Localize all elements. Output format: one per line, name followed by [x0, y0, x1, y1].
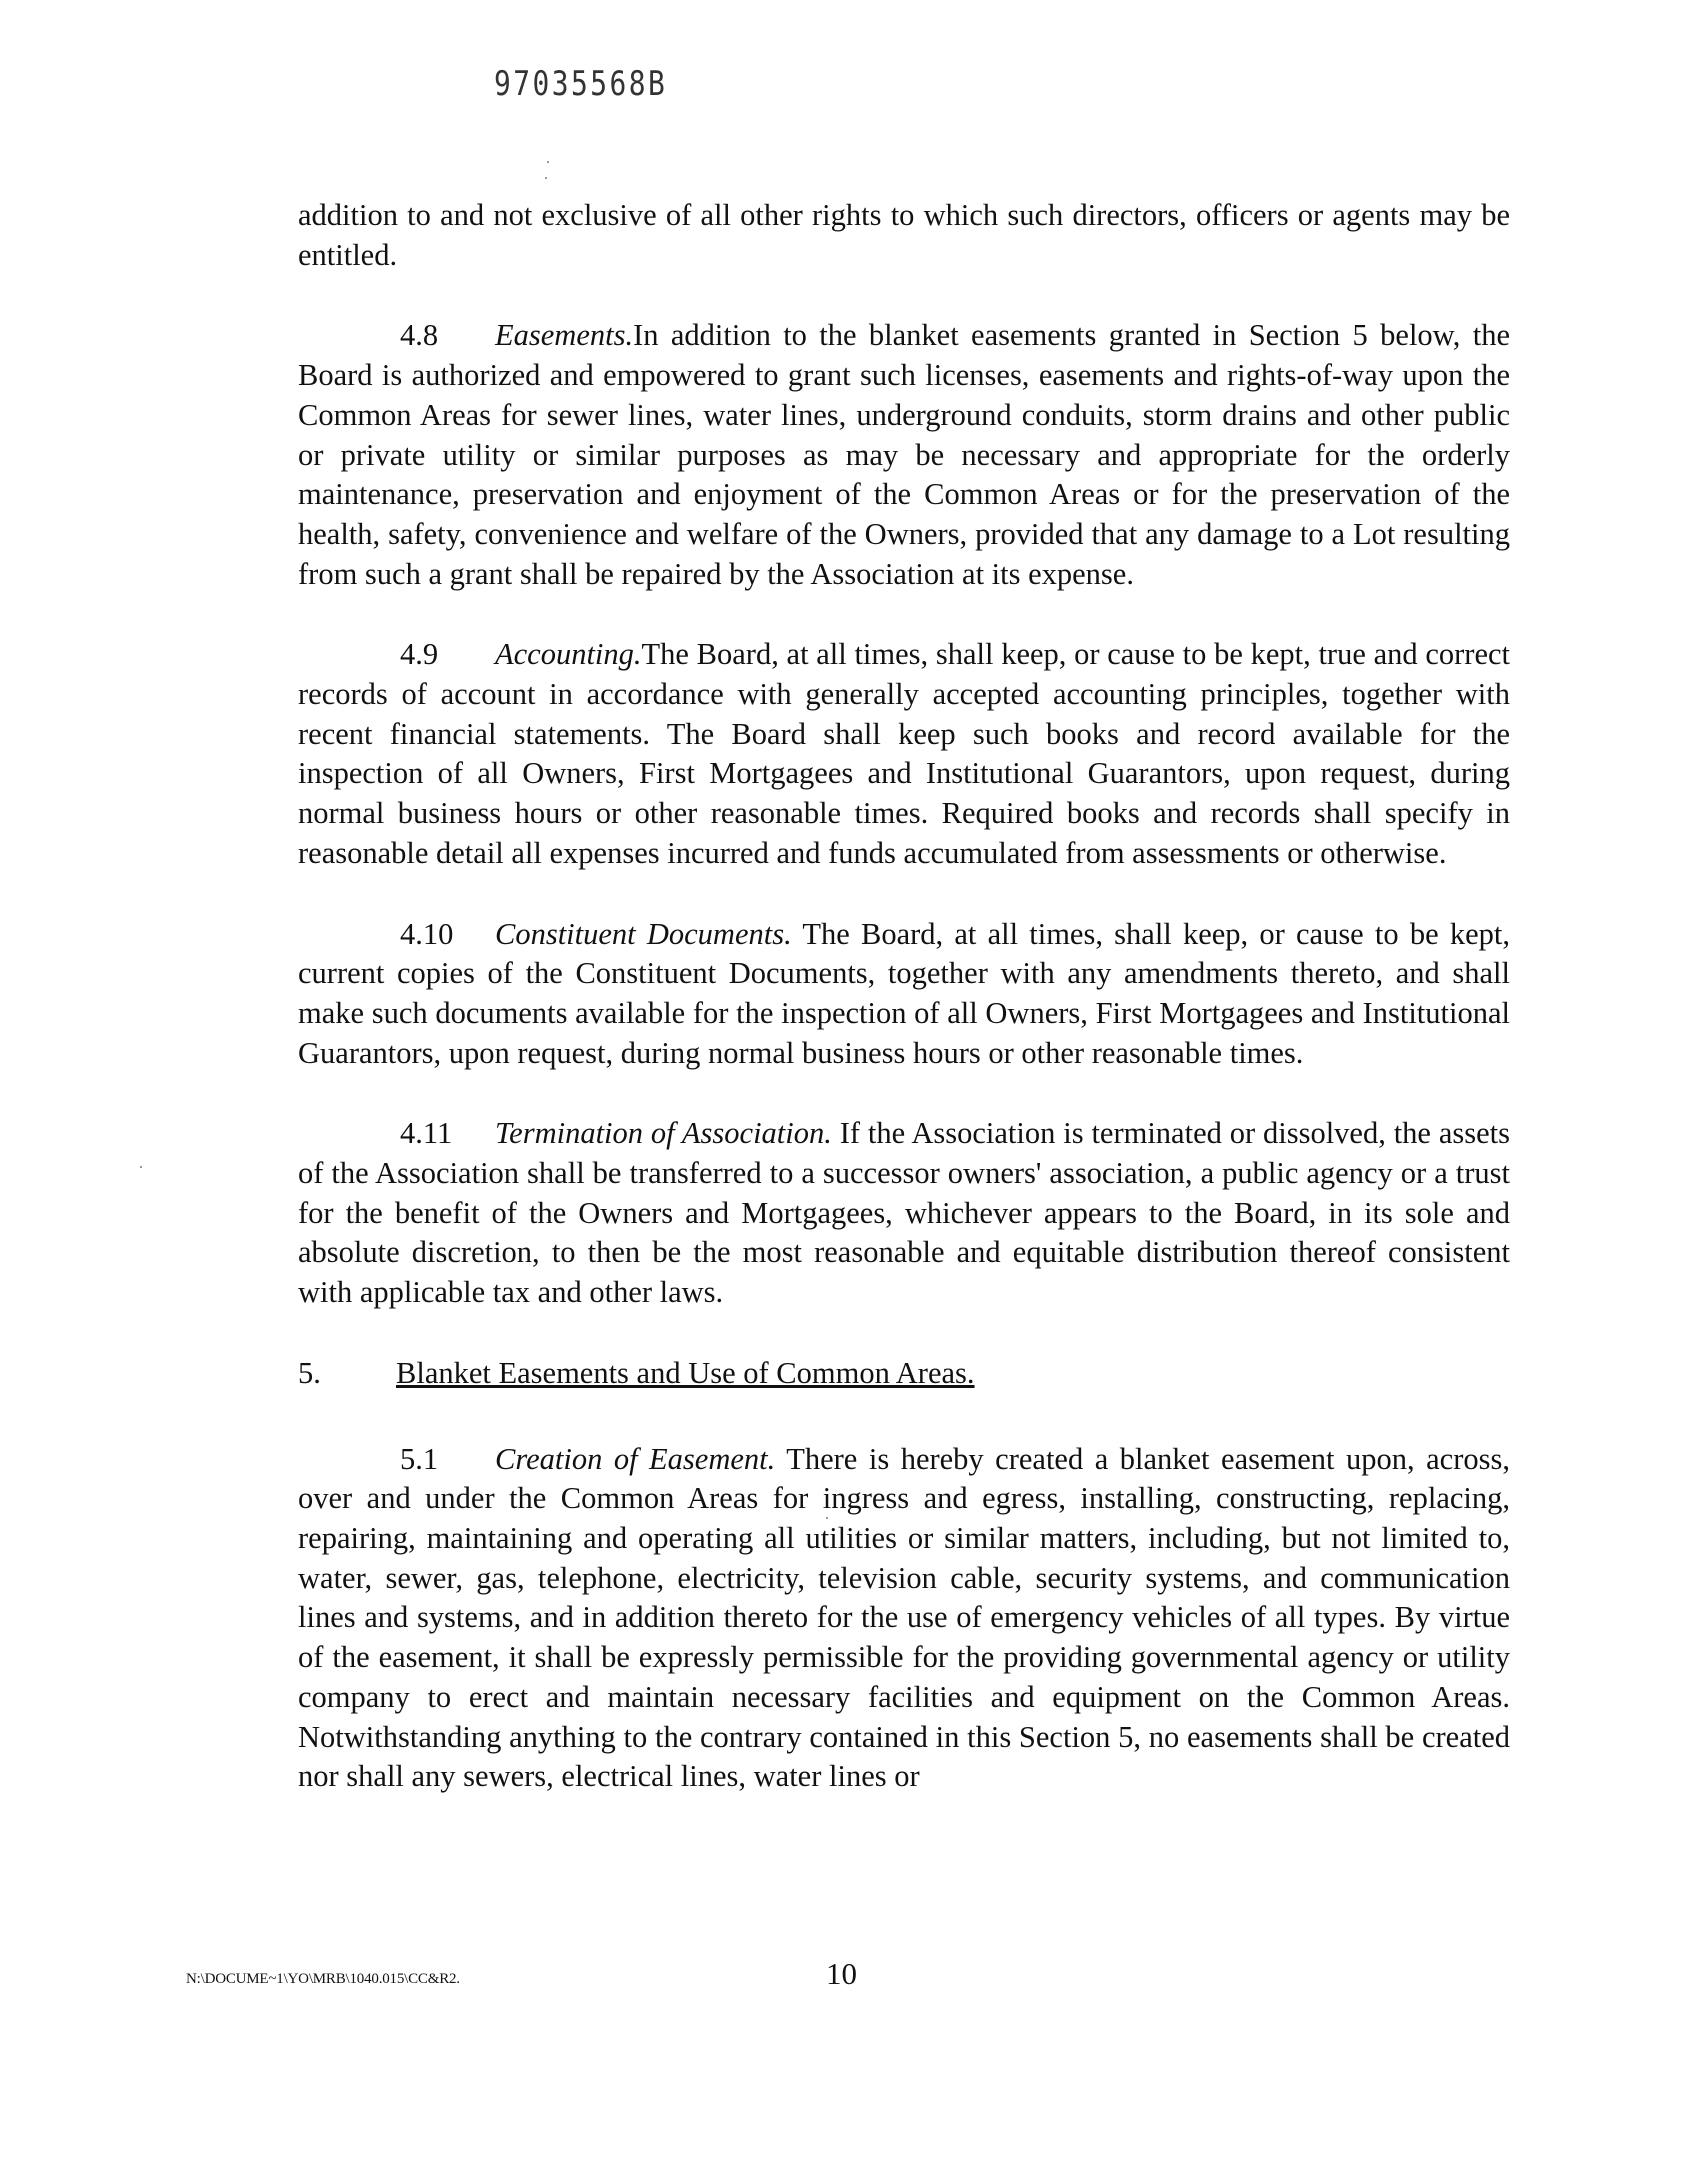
section-number: 4.9 — [400, 637, 439, 672]
section-number: 5.1 — [400, 1441, 439, 1476]
section-4-10 — [298, 915, 1510, 1074]
section-4-8 — [298, 316, 1510, 594]
scan-speck — [547, 161, 549, 163]
scan-speck — [545, 177, 547, 179]
document-body — [298, 196, 1510, 1838]
section-body: If the Association is terminated or dissolved, the assets of the Association shall be transferred to a successor owners' association, a public agency or a trust for the benefit of the Owners and Mortgagees, whichever appears to the Board, in its sole and absolute discretion, to then be the most reasonable and equitable distribution thereof consistent with applicable tax and other laws. — [298, 1116, 1510, 1310]
page-number: 10 — [826, 1956, 857, 1991]
section-number: 4.11 — [400, 1116, 453, 1151]
section-body: In addition to the blanket easements granted in Section 5 below, the Board is authorized and empowered to grant such licenses, easements and rights-of-way upon the Common Areas for sewer lines, water lines, underground conduits, storm drains and other public or private utility or similar purposes as may be necessary and appropriate for the orderly maintenance, preservation and enjoyment of the Common Areas or for the preservation of the health, safety, convenience and welfare of the Owners, provided that any damage to a Lot resulting from such a grant shall be repaired by the Association at its expense. — [298, 318, 1510, 591]
article-5-heading — [298, 1354, 1510, 1394]
heading-title: Blanket Easements and Use of Common Areas. — [396, 1355, 975, 1390]
section-5-1 — [298, 1440, 1510, 1797]
opening-paragraph: addition to and not exclusive of all other rights to which such directors, officers or agents may be entitled. — [298, 198, 1510, 272]
section-title: Termination of Association. — [495, 1116, 832, 1151]
section-title: Accounting. — [495, 637, 642, 672]
section-body: The Board, at all times, shall keep, or cause to be kept, true and correct records of account in accordance with generally accepted accounting principles, together with recent financial statements. The Board shall keep such books and record available for the inspection of all Owners, First Mortgagees and Institutional Guarantors, upon request, during normal business hours or other reasonable times. Required books and records shall specify in reasonable detail all expenses incurred and funds accumulated from assessments or otherwise. — [298, 637, 1510, 870]
section-body: There is hereby created a blanket easement upon, across, over and under the Common Areas for ingress and egress, installing, constructing, replacing, repairing, maintaining and operating all utilities or similar matters, including, but not limited to, water, sewer, gas, telephone, electricity, television cable, security systems, and communication lines and systems, and in addition thereto for the use of emergency vehicles of all types. By virtue of the easement, it shall be expressly permissible for the providing governmental agency or utility company to erect and maintain necessary facilities and equipment on the Common Areas. Notwithstanding anything to the contrary contained in this Section 5, no easements shall be created nor shall any sewers, electrical lines, water lines or — [298, 1441, 1510, 1794]
heading-number: 5. — [298, 1355, 321, 1390]
section-body: The Board, at all times, shall keep, or cause to be kept, current copies of the Constituent Documents, together with any amendments thereto, and shall make such documents available for the inspection of all Owners, First Mortgagees and Institutional Guarantors, upon request, during normal business hours or other reasonable times. — [298, 916, 1510, 1070]
section-title: Easements. — [495, 318, 634, 353]
scan-speck — [140, 1166, 142, 1168]
section-title: Creation of Easement. — [495, 1441, 776, 1476]
section-4-11 — [298, 1114, 1510, 1313]
section-number: 4.8 — [400, 318, 439, 353]
section-title: Constituent Documents. — [495, 916, 792, 951]
section-4-9 — [298, 635, 1510, 873]
footer-file-path: N:\DOCUME~1\YO\MRB\1040.015\CC&R2. — [186, 1971, 460, 1987]
document-stamp-number: 97035568B — [494, 64, 668, 104]
section-number: 4.10 — [400, 916, 454, 951]
